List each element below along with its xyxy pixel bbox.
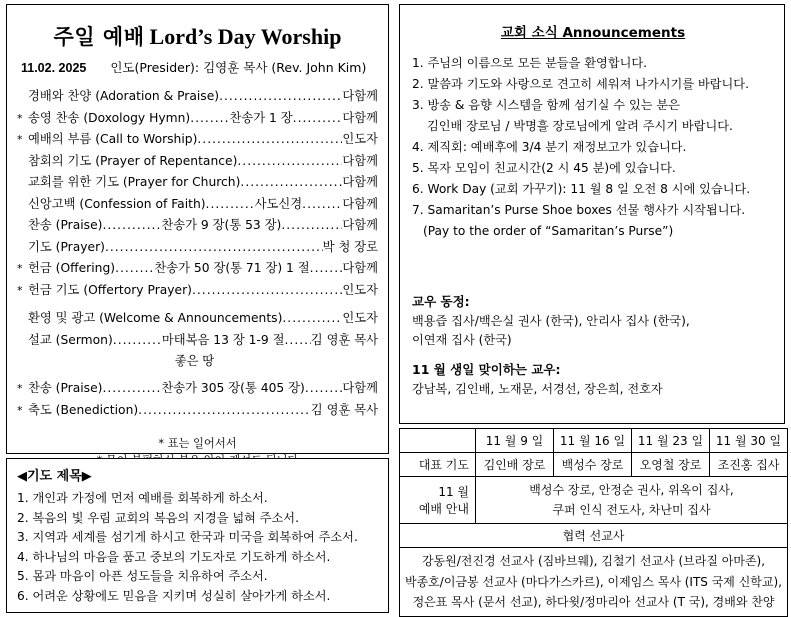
order-item-name: 헌금 기도 (Offertory Prayer) xyxy=(28,282,192,297)
usher-line: 백성수 장로, 안정순 권사, 위옥이 집사, xyxy=(529,483,734,497)
order-item-name: 기도 (Prayer) xyxy=(28,239,105,254)
order-item-who: 다함께 xyxy=(342,261,378,275)
service-date: 11.02. 2025 xyxy=(21,61,87,75)
member-news-block xyxy=(412,292,774,416)
sermon-title: 좋은 땅 xyxy=(174,354,215,368)
order-item xyxy=(17,258,378,280)
order-item-who: 다함께 xyxy=(342,196,378,211)
prayer-topic-item: 3. 지역과 세계를 섬기게 하시고 한국과 미국을 회복하여 주소서. xyxy=(17,530,358,544)
order-item-name: 송영 찬송 (Doxology Hymn) xyxy=(28,110,191,125)
missionary-list-cell xyxy=(400,548,788,617)
order-item-who: 다함께 xyxy=(342,218,378,232)
announcements-title: 교회 소식 Announcements xyxy=(500,25,686,41)
order-item xyxy=(17,400,378,422)
usher-label-line: 예배 안내 xyxy=(418,502,469,516)
leader-dots xyxy=(138,400,311,422)
order-item xyxy=(17,378,378,400)
announcement-item-sub: 김인배 장로님 / 박명흘 장로님에게 알려 주시기 바랍니다. xyxy=(427,119,733,133)
prayer-leader: 김인배 장로 xyxy=(476,453,554,477)
announcement-item: 3. 방송 & 음향 시스템을 함께 섬기실 수 있는 분은 xyxy=(412,98,680,112)
order-item-who: 김 영훈 목사 xyxy=(310,402,378,417)
order-item-who: 다함께 xyxy=(342,153,378,168)
order-item-detail: 찬송가 1 장 xyxy=(229,110,293,125)
usher-label-line: 11 월 xyxy=(438,485,469,499)
leader-dots xyxy=(219,86,342,108)
order-item-detail: 찬송가 9 장(통 53 장) xyxy=(161,218,282,232)
leader-dots xyxy=(293,108,343,130)
usher-list-cell xyxy=(476,477,788,524)
order-item xyxy=(17,86,378,108)
prayer-topics-box xyxy=(6,458,389,613)
order-item-name: 찬송 (Praise) xyxy=(28,381,103,395)
prayer-leader: 조진홍 집사 xyxy=(710,453,788,477)
prayer-topic-item: 2. 복음의 빛 우림 교회의 복음의 지경을 넓혀 주소서. xyxy=(17,510,299,525)
order-item-name: 신앙고백 (Confession of Faith) xyxy=(28,196,206,211)
schedule-date: 11 월 30 일 xyxy=(710,429,788,453)
order-item-who: 김 영훈 목사 xyxy=(310,332,378,347)
empty-corner-cell xyxy=(400,429,476,453)
leader-dots: ............ xyxy=(102,218,162,232)
table-row xyxy=(400,477,788,524)
birthday-heading: 11 월 생일 맞이하는 교우: xyxy=(412,361,561,377)
order-item-name: 설교 (Sermon) xyxy=(28,332,113,347)
schedule-date: 11 월 9 일 xyxy=(476,429,554,453)
leader-dots xyxy=(302,194,342,216)
worship-title xyxy=(17,21,378,51)
prayer-topic-item: 6. 어려운 상황에도 믿음을 지키며 성실히 살아가게 하소서. xyxy=(17,588,331,603)
order-item xyxy=(17,215,378,237)
order-item-detail: 찬송가 305 장(통 405 장) xyxy=(161,381,305,395)
order-item-who: 인도자 xyxy=(342,132,378,146)
leader-dots xyxy=(285,330,311,352)
worship-title-english: Lord’s Day Worship xyxy=(149,24,342,49)
table-row xyxy=(400,453,788,477)
order-of-worship-list xyxy=(17,86,378,421)
order-item-detail: 사도신경 xyxy=(254,196,303,211)
schedule-table xyxy=(399,428,788,617)
news-spacer xyxy=(412,351,774,360)
schedule-date: 11 월 16 일 xyxy=(554,429,632,453)
announcements-box xyxy=(399,4,785,424)
schedule-date: 11 월 23 일 xyxy=(632,429,710,453)
prayer-topic-item: 4. 하나님의 마음을 품고 중보의 기도자로 기도하게 하소서. xyxy=(17,549,331,564)
member-news-line: 이연재 집사 (한국) xyxy=(412,333,512,347)
order-item-who: 다함께 xyxy=(342,381,378,395)
member-news-heading: 교우 동정: xyxy=(412,293,470,309)
news-spacer xyxy=(412,399,774,415)
standing-star: * xyxy=(17,283,23,297)
missionary-line: 정은표 목사 (문서 선교), 하다윗/정마리아 선교사 (T 국), 경배와 찬양 xyxy=(412,595,775,609)
order-item-who: 박 청 장로 xyxy=(322,239,378,254)
order-spacer xyxy=(17,301,378,308)
order-item-who: 다함께 xyxy=(342,175,378,189)
standing-star: * xyxy=(17,382,23,395)
order-item-detail: 찬송가 50 장(통 71 장) 1 절 xyxy=(154,261,310,275)
leader-dots: ............ xyxy=(102,381,162,395)
leader-dots xyxy=(192,280,342,302)
table-row xyxy=(400,548,788,617)
order-item-who: 다함께 xyxy=(342,89,378,103)
leader-dots xyxy=(237,151,342,173)
announcement-item: 5. 목자 모임이 친교시간(2 시 45 분)에 있습니다. xyxy=(412,161,676,175)
prayer-leader: 오영철 장로 xyxy=(632,453,710,477)
worship-order-box xyxy=(6,4,389,454)
order-item xyxy=(17,172,378,194)
leader-dots: ........ xyxy=(190,110,230,125)
announcement-item: 1. 주님의 이름으로 모든 분들을 환영합니다. xyxy=(412,56,648,70)
leader-dots xyxy=(281,215,342,237)
schedule-table-wrap xyxy=(399,428,785,617)
order-item-who: 인도자 xyxy=(342,311,378,325)
leader-dots xyxy=(240,172,342,194)
usher-line: 쿠퍼 인식 전도사, 차난미 집사 xyxy=(552,503,711,517)
order-item-name: 예배의 부름 (Call to Worship) xyxy=(28,132,198,146)
worship-title-korean: 주일 예배 xyxy=(53,25,145,49)
announcement-item: 4. 제직회: 예배후에 3/4 분기 재정보고가 있습니다. xyxy=(412,140,687,154)
leader-dots xyxy=(282,308,342,330)
order-item xyxy=(17,280,378,302)
table-row xyxy=(400,429,788,453)
order-item-name: 환영 및 광고 (Welcome & Announcements) xyxy=(28,311,283,325)
worship-subtitle xyxy=(17,58,378,76)
order-item-name: 헌금 (Offering) xyxy=(28,261,116,275)
standing-star: * xyxy=(17,403,23,417)
order-item-name: 찬송 (Praise) xyxy=(28,218,103,232)
presider: 인도(Presider): 김영훈 목사 (Rev. John Kim) xyxy=(110,60,367,75)
prayer-leader: 백성수 장로 xyxy=(554,453,632,477)
missionary-section-title: 협력 선교사 xyxy=(400,524,788,548)
usher-row-label xyxy=(400,477,476,524)
birthday-line: 강남복, 김인배, 노재문, 서경선, 장은희, 전호자 xyxy=(412,381,663,396)
leader-dots xyxy=(310,258,343,280)
left-column xyxy=(0,0,395,603)
member-news-line: 백용즙 집사/백은실 권사 (한국), 안리사 집사 (한국), xyxy=(412,313,690,328)
order-item xyxy=(17,237,378,259)
prayer-topic-item: 5. 몸과 마음이 아픈 성도들을 치유하여 주소서. xyxy=(17,569,268,583)
prayer-topic-item: 1. 개인과 가정에 먼저 예배를 회복하게 하소서. xyxy=(17,491,268,505)
leader-dots: .......... xyxy=(112,332,162,347)
order-item-who: 다함께 xyxy=(342,110,378,125)
missionary-line: 박종호/이금봉 선교사 (마다가스카르), 이제임스 목사 (ITS 국제 신학교), xyxy=(405,574,782,589)
order-item xyxy=(17,129,378,151)
order-item-name: 축도 (Benediction) xyxy=(28,402,139,417)
announcement-item: 7. Samaritan’s Purse Shoe boxes 선물 행사가 시작됩니다. xyxy=(412,203,746,217)
announcement-item-sub: (Pay to the order of “Samaritan’s Purse”) xyxy=(423,224,674,238)
announcement-item: 6. Work Day (교회 가꾸기): 11 월 8 일 오전 8 시에 있습니다. xyxy=(412,182,751,196)
leader-dots xyxy=(197,129,342,151)
table-row xyxy=(400,524,788,548)
worship-note-line: * 표는 일어서서 xyxy=(158,437,237,450)
leader-dots: ........ xyxy=(115,261,155,275)
standing-star: * xyxy=(17,133,23,146)
prayer-topics-heading: ◀기도 제목▶ xyxy=(17,469,92,484)
order-item xyxy=(17,194,378,216)
order-item xyxy=(17,308,378,330)
prayer-row-label: 대표 기도 xyxy=(400,453,476,477)
missionary-line: 강동원/전진경 선교사 (짐바브웨), 김철기 선교사 (브라질 아마존), xyxy=(421,554,766,568)
order-item-name: 경배와 찬양 (Adoration & Praise) xyxy=(28,89,220,103)
leader-dots xyxy=(305,378,343,400)
standing-star: * xyxy=(17,111,23,125)
announcement-item: 2. 말씀과 기도와 사랑으로 견고히 세워져 나가시기를 바랍니다. xyxy=(412,77,749,91)
order-item xyxy=(17,108,378,130)
right-column xyxy=(395,0,791,609)
order-spacer xyxy=(17,371,378,378)
order-item-name: 참회의 기도 (Prayer of Repentance) xyxy=(28,153,238,168)
order-item xyxy=(17,330,378,352)
order-item xyxy=(17,151,378,173)
order-item-name: 교회를 위한 기도 (Prayer for Church) xyxy=(28,175,241,189)
leader-dots xyxy=(105,237,323,259)
order-item-detail: 마태복음 13 장 1-9 절 xyxy=(161,332,285,347)
order-item-who: 인도자 xyxy=(342,282,378,297)
standing-star: * xyxy=(17,262,23,275)
leader-dots: .......... xyxy=(205,196,255,211)
